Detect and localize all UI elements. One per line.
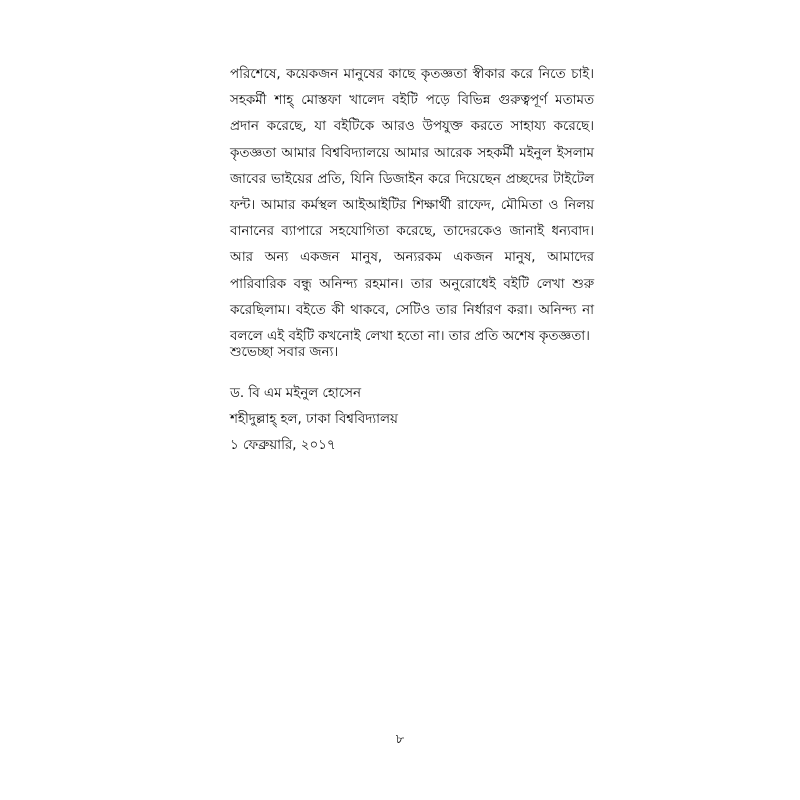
author-affiliation: শহীদুল্লাহ্ হল, ঢাকা বিশ্ববিদ্যালয়: [230, 412, 398, 427]
page-number: ৮: [395, 732, 405, 747]
author-signature-block: [230, 381, 594, 459]
author-name: ড. বি এম মইনুল হোসেন: [230, 386, 361, 401]
acknowledgement-paragraph: পরিশেষে, কয়েকজন মানুষের কাছে কৃতজ্ঞতা স্বীকার করে নিতে চাই। সহকর্মী শাহ্ মোস্তফা খালেদ বইটি পড়ে বিভিন্ন গুরুত্বপূর্ণ মতামত প্রদান করেছে, যা বইটিকে আরও উপযুক্ত করতে সাহায্য করেছে। কৃতজ্ঞতা আমার বিশ্ববিদ্যালয়ে আমার আরেক সহকর্মী মইনুল ইসলাম জাবের ভাইয়ের প্রতি, যিনি ডিজাইন করে দিয়েছেন প্রচ্ছদের টাইটেল ফন্ট। আমার কর্মস্থল আইআইটির শিক্ষার্থী রাফেদ, মৌমিতা ও নিলয় বানানের ব্যাপারে সহযোগিতা করেছে, তাদেরকেও জানাই ধন্যবাদ। আর অন্য একজন মানুষ, অন্যরকম একজন মানুষ, আমাদের পারিবারিক বন্ধু অনিন্দ্য রহমান। তার অনুরোধেই বইটি লেখা শুরু করেছিলাম। বইতে কী থাকবে, সেটিও তার নির্ধারণ করা। অনিন্দ্য না বললে এই বইটি কখনোই লেখা হতো না। তার প্রতি অশেষ কৃতজ্ঞতা।: [230, 67, 594, 345]
signature-date: ১ ফেব্রুয়ারি, ২০১৭: [230, 438, 336, 453]
greeting-line: শুভেচ্ছা সবার জন্য।: [230, 345, 339, 360]
